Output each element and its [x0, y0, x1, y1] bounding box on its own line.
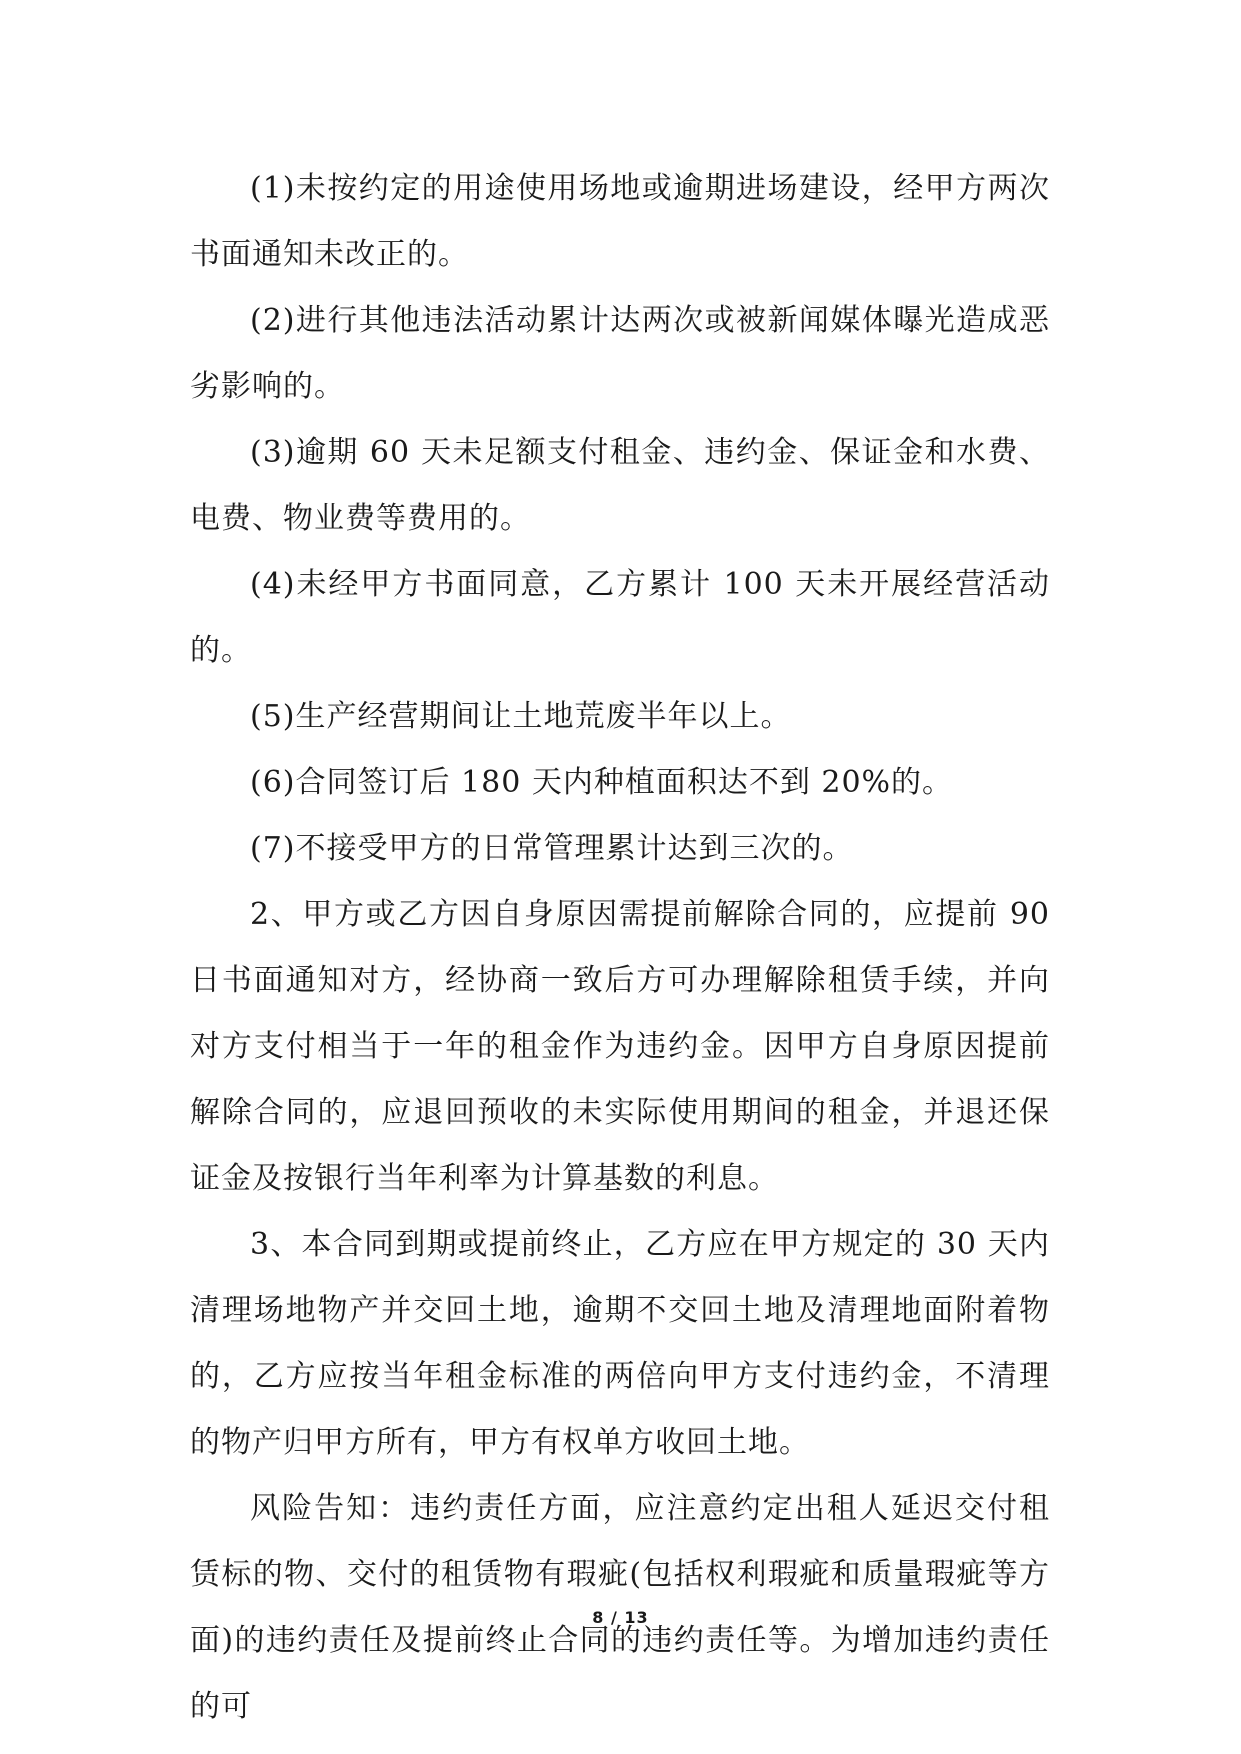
paragraph-clause-4: (4)未经甲方书面同意，乙方累计 100 天未开展经营活动的。 — [190, 567, 1050, 668]
paragraph-clause-3: (3)逾期 60 天未足额支付租金、违约金、保证金和水费、电费、物业费等费用的。 — [190, 435, 1050, 536]
paragraph-section-3: 3、本合同到期或提前终止，乙方应在甲方规定的 30 天内清理场地物产并交回土地，逾期不交回土地及清理地面附着物的，乙方应按当年租金标准的两倍向甲方支付违约金，不清理的物产归甲方所有，甲方有权单方收回土地。 — [190, 1227, 1050, 1460]
paragraph-clause-6: (6)合同签订后 180 天内种植面积达不到 20%的。 — [250, 765, 954, 800]
paragraph-clause-1: (1)未按约定的用途使用场地或逾期进场建设，经甲方两次书面通知未改正的。 — [190, 171, 1050, 272]
paragraph-clause-5: (5)生产经营期间让土地荒废半年以上。 — [250, 699, 792, 734]
paragraph-clause-2: (2)进行其他违法活动累计达两次或被新闻媒体曝光造成恶劣影响的。 — [190, 303, 1050, 404]
paragraph-section-2: 2、甲方或乙方因自身原因需提前解除合同的，应提前 90 日书面通知对方，经协商一致后方可办理解除租赁手续，并向对方支付相当于一年的租金作为违约金。因甲方自身原因提前解除合同的，应退回预收的未实际使用期间的租金，并退还保证金及按银行当年利率为计算基数的利息。 — [190, 897, 1050, 1196]
paragraph-clause-7: (7)不接受甲方的日常管理累计达到三次的。 — [250, 831, 854, 866]
paragraph-risk-notice: 风险告知：违约责任方面，应注意约定出租人延迟交付租赁标的物、交付的租赁物有瑕疵(包括权利瑕疵和质量瑕疵等方面)的违约责任及提前终止合同的违约责任等。为增加违约责任的可 — [190, 1491, 1050, 1724]
page-number: 8 / 13 — [592, 1608, 649, 1627]
document-body — [190, 156, 1050, 1740]
